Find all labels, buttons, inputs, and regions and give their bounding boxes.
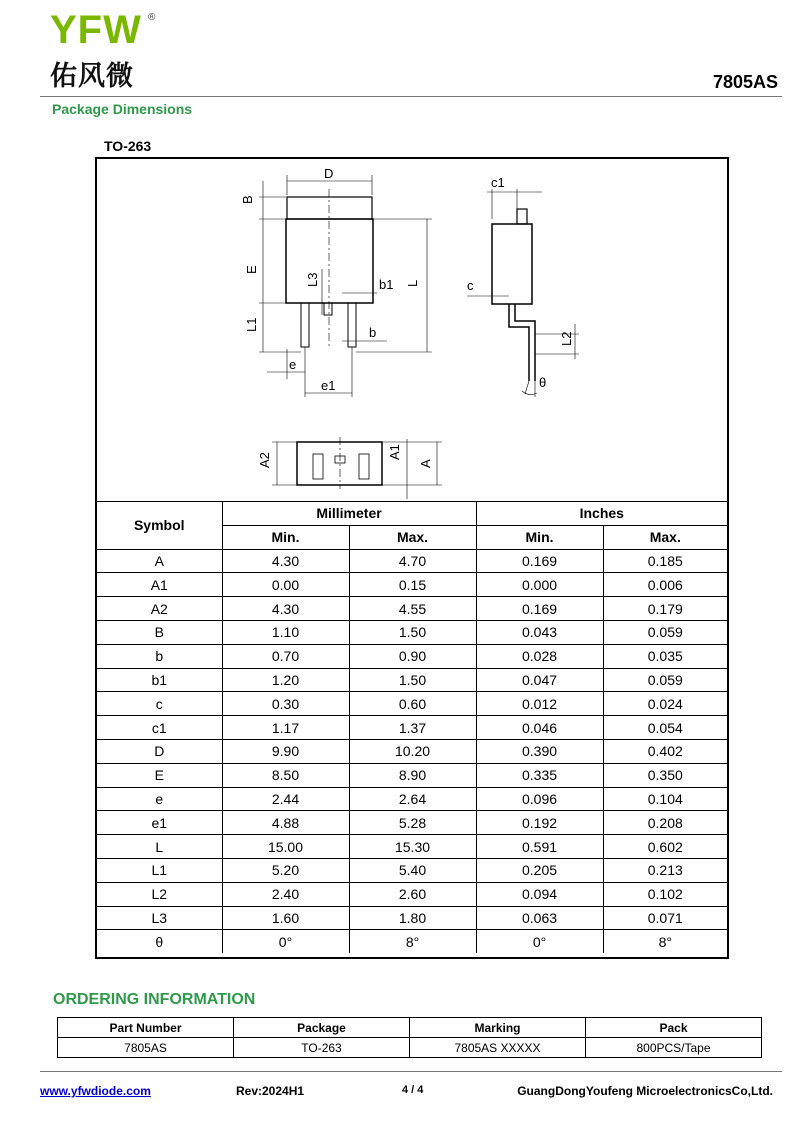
order-part-cell: 7805AS: [58, 1038, 234, 1058]
mm-max-cell: 0.15: [349, 573, 476, 597]
inch-min-cell: 0.012: [476, 692, 603, 716]
company-logo: [50, 8, 160, 94]
ordering-table: [57, 1017, 762, 1058]
inch-max-cell: 0.602: [603, 835, 727, 859]
inch-min-cell: 0.205: [476, 858, 603, 882]
label-E: E: [244, 265, 259, 274]
label-L3: L3: [305, 272, 320, 287]
revision-text: Rev:2024H1: [236, 1084, 305, 1098]
dimensions-table: [97, 501, 727, 953]
logo-chinese-name: 佑风微: [50, 61, 134, 92]
symbol-cell: e1: [97, 811, 222, 835]
millimeter-header: Millimeter: [222, 502, 476, 526]
label-L: L: [405, 279, 420, 287]
inch-max-cell: 0.179: [603, 597, 727, 621]
inch-min-cell: 0.046: [476, 716, 603, 740]
order-pack-cell: 800PCS/Tape: [586, 1038, 762, 1058]
inch-min-cell: 0.000: [476, 573, 603, 597]
mm-min-cell: 15.00: [222, 835, 349, 859]
symbol-cell: b1: [97, 668, 222, 692]
front-view: [272, 437, 442, 499]
mm-max-cell: 2.60: [349, 882, 476, 906]
mm-min-cell: 9.90: [222, 739, 349, 763]
table-row: [97, 858, 727, 882]
table-row: [97, 763, 727, 787]
table-row: [97, 787, 727, 811]
label-c1: c1: [491, 175, 505, 190]
website-link[interactable]: www.yfwdiode.com: [40, 1084, 151, 1098]
mm-max-cell: 1.50: [349, 620, 476, 644]
label-b1: b1: [379, 277, 394, 292]
order-marking-cell: 7805AS XXXXX: [410, 1038, 586, 1058]
mm-max-cell: 2.64: [349, 787, 476, 811]
inch-max-cell: 0.402: [603, 739, 727, 763]
inch-max-cell: 0.185: [603, 549, 727, 573]
label-D: D: [324, 166, 334, 181]
mm-min-header: Min.: [222, 525, 349, 549]
inch-max-cell: 0.006: [603, 573, 727, 597]
table-row: [97, 644, 727, 668]
mm-min-cell: 5.20: [222, 858, 349, 882]
symbol-cell: L2: [97, 882, 222, 906]
table-row: [97, 882, 727, 906]
mm-min-cell: 4.88: [222, 811, 349, 835]
inches-header: Inches: [476, 502, 727, 526]
mm-max-cell: 4.70: [349, 549, 476, 573]
symbol-cell: θ: [97, 930, 222, 953]
inch-max-cell: 0.059: [603, 668, 727, 692]
header-divider: [40, 96, 782, 97]
inch-max-cell: 0.035: [603, 644, 727, 668]
inch-min-cell: 0.063: [476, 906, 603, 930]
inch-min-cell: 0.094: [476, 882, 603, 906]
inch-min-cell: 0.043: [476, 620, 603, 644]
inch-min-cell: 0.335: [476, 763, 603, 787]
mm-max-cell: 10.20: [349, 739, 476, 763]
table-row: [97, 716, 727, 740]
table-row: [97, 573, 727, 597]
section-title: Package Dimensions: [52, 101, 193, 117]
symbol-cell: D: [97, 739, 222, 763]
inch-min-cell: 0.096: [476, 787, 603, 811]
inch-min-cell: 0°: [476, 930, 603, 953]
order-marking-header: Marking: [410, 1018, 586, 1038]
symbol-cell: B: [97, 620, 222, 644]
mm-max-header: Max.: [349, 525, 476, 549]
symbol-cell: A: [97, 549, 222, 573]
inch-min-cell: 0.169: [476, 597, 603, 621]
package-label: TO-263: [104, 138, 152, 154]
label-A: A: [418, 459, 433, 468]
inch-max-header: Max.: [603, 525, 727, 549]
mm-min-cell: 2.44: [222, 787, 349, 811]
mm-max-cell: 1.50: [349, 668, 476, 692]
mm-max-cell: 8.90: [349, 763, 476, 787]
dimensions-box: [95, 157, 729, 959]
table-row: [97, 930, 727, 953]
label-L2: L2: [559, 331, 574, 346]
mm-min-cell: 1.10: [222, 620, 349, 644]
package-drawing: [97, 159, 727, 501]
inch-max-cell: 0.024: [603, 692, 727, 716]
label-L1: L1: [244, 317, 259, 332]
table-row: [97, 597, 727, 621]
symbol-cell: E: [97, 763, 222, 787]
ordering-title: ORDERING INFORMATION: [53, 991, 256, 1008]
inch-min-cell: 0.390: [476, 739, 603, 763]
label-c: c: [467, 278, 474, 293]
inch-min-cell: 0.192: [476, 811, 603, 835]
mm-max-cell: 0.90: [349, 644, 476, 668]
mm-max-cell: 0.60: [349, 692, 476, 716]
mm-max-cell: 1.80: [349, 906, 476, 930]
symbol-cell: A1: [97, 573, 222, 597]
mm-min-cell: 4.30: [222, 597, 349, 621]
symbol-cell: L: [97, 835, 222, 859]
label-b: b: [369, 325, 377, 340]
page-number: 4 / 4: [402, 1084, 424, 1096]
label-theta: θ: [539, 375, 547, 390]
label-A2: A2: [257, 452, 272, 468]
inch-max-cell: 0.213: [603, 858, 727, 882]
inch-min-header: Min.: [476, 525, 603, 549]
symbol-cell: c: [97, 692, 222, 716]
order-part-header: Part Number: [58, 1018, 234, 1038]
symbol-cell: b: [97, 644, 222, 668]
order-package-header: Package: [234, 1018, 410, 1038]
symbol-cell: e: [97, 787, 222, 811]
label-A1: A1: [387, 444, 402, 460]
inch-max-cell: 8°: [603, 930, 727, 953]
mm-min-cell: 4.30: [222, 549, 349, 573]
symbol-cell: A2: [97, 597, 222, 621]
inch-max-cell: 0.054: [603, 716, 727, 740]
table-row: [97, 906, 727, 930]
inch-min-cell: 0.591: [476, 835, 603, 859]
table-row: [97, 620, 727, 644]
mm-min-cell: 1.60: [222, 906, 349, 930]
table-row: [97, 835, 727, 859]
mm-min-cell: 2.40: [222, 882, 349, 906]
table-row: [97, 668, 727, 692]
mm-max-cell: 15.30: [349, 835, 476, 859]
inch-min-cell: 0.028: [476, 644, 603, 668]
part-number-title: 7805AS: [712, 72, 778, 92]
mm-max-cell: 4.55: [349, 597, 476, 621]
mm-max-cell: 8°: [349, 930, 476, 953]
side-view: [467, 189, 579, 397]
order-pack-header: Pack: [586, 1018, 762, 1038]
table-row: [97, 811, 727, 835]
label-B: B: [240, 195, 255, 204]
label-e1: e1: [321, 378, 336, 393]
symbol-cell: L1: [97, 858, 222, 882]
label-e: e: [289, 357, 297, 372]
mm-min-cell: 0.30: [222, 692, 349, 716]
mm-min-cell: 1.17: [222, 716, 349, 740]
logo-text: YFW: [50, 8, 142, 52]
symbol-cell: L3: [97, 906, 222, 930]
inch-max-cell: 0.208: [603, 811, 727, 835]
mm-min-cell: 1.20: [222, 668, 349, 692]
mm-min-cell: 8.50: [222, 763, 349, 787]
table-row: [97, 549, 727, 573]
mm-min-cell: 0°: [222, 930, 349, 953]
mm-max-cell: 5.40: [349, 858, 476, 882]
mm-min-cell: 0.00: [222, 573, 349, 597]
inch-max-cell: 0.350: [603, 763, 727, 787]
mm-min-cell: 0.70: [222, 644, 349, 668]
symbol-cell: c1: [97, 716, 222, 740]
registered-mark: ®: [148, 12, 156, 23]
mm-max-cell: 5.28: [349, 811, 476, 835]
table-row: [97, 739, 727, 763]
table-row: [97, 692, 727, 716]
inch-max-cell: 0.059: [603, 620, 727, 644]
inch-max-cell: 0.104: [603, 787, 727, 811]
mm-max-cell: 1.37: [349, 716, 476, 740]
symbol-header: Symbol: [97, 502, 222, 550]
inch-min-cell: 0.169: [476, 549, 603, 573]
company-name: GuangDongYoufeng MicroelectronicsCo,Ltd.: [517, 1084, 773, 1098]
inch-max-cell: 0.102: [603, 882, 727, 906]
order-package-cell: TO-263: [234, 1038, 410, 1058]
inch-min-cell: 0.047: [476, 668, 603, 692]
inch-max-cell: 0.071: [603, 906, 727, 930]
footer-divider: [40, 1071, 782, 1072]
